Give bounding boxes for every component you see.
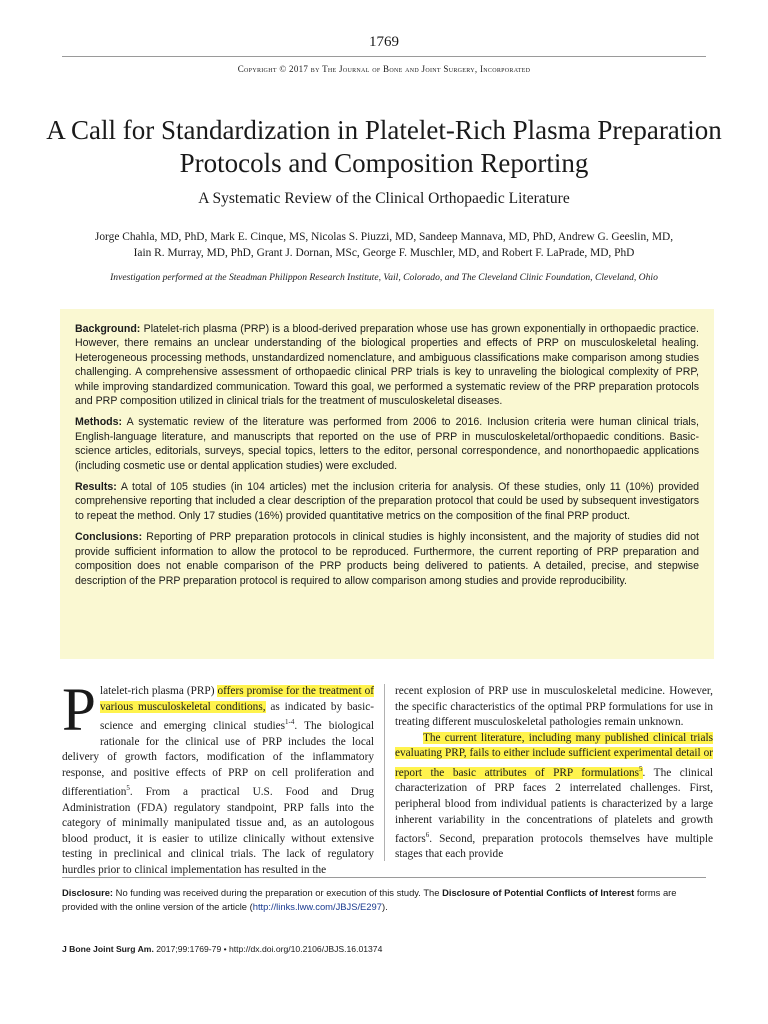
supplement-link[interactable]: http://links.lww.com/JBJS/E297 xyxy=(252,901,382,912)
footer-rule xyxy=(62,877,706,878)
body-column-left xyxy=(62,677,374,879)
abstract-box xyxy=(60,309,714,659)
background-label: Background: xyxy=(75,323,141,335)
body-paragraph: recent explosion of PRP use in musculoskeletal medicine. However, the specific characteristics of the optimal PRP formulations for use in treating different musculoskeletal pathologies remain unknown. xyxy=(395,685,713,729)
article-subtitle: A Systematic Review of the Clinical Orthopaedic Literature xyxy=(198,190,570,207)
article-title: A Call for Standardization in Platelet-Rich Plasma Preparation Protocols and Composition Reporting xyxy=(46,115,722,178)
body-column-right xyxy=(395,684,713,863)
citation-ref: 5 xyxy=(639,764,643,773)
highlighted-text: offers promise for the treatment of various musculoskeletal conditions, xyxy=(99,685,374,713)
methods-text: A systematic review of the literature was performed from 2006 to 2016. Inclusion criteria were human clinical trials, English-language literature, and manuscripts that reported on the use of PRP in musculoskeletal/orthopaedic conditions. Basic-science articles, editorials, surveys, special topics, letters to the editor, personal correspondence, and nonorthopaedic applications (including cosmetic use or dental application studies) were excluded. xyxy=(75,416,699,472)
abstract-conclusions xyxy=(75,530,699,588)
disclosure-text: forms are provided with the online version of the article ( xyxy=(62,887,677,912)
abstract-methods xyxy=(75,415,699,473)
disclosure-note xyxy=(62,886,712,914)
disclosure-text: No funding was received during the preparation or execution of this study. The xyxy=(113,887,443,898)
copyright-line: Copyright © 2017 by The Journal of Bone and Joint Surgery, Incorporated xyxy=(237,64,531,74)
highlighted-text: The current literature, including many published clinical trials evaluating PRP, fails to either include sufficient experimental detail or report the basic attributes of PRP formulations$^5$ xyxy=(395,731,713,779)
body-text: . The clinical characterization of PRP faces 2 interrelated challenges. First, peripheral blood from individual patients is characterized by a large inherent variability in the concentrations of platelets and growth factors xyxy=(395,766,713,845)
results-text: A total of 105 studies (in 104 articles) met the inclusion criteria for analysis. Of these studies, only 11 (10%) provided comprehensive reporting that included a clear description of the preparation protocol that could be used by subsequent investigators to repeat the method. Only 17 studies (16%) provided quantitative metrics on the composition of the final PRP product. xyxy=(75,481,700,522)
conclusions-label: Conclusions: xyxy=(75,531,143,544)
authors-line-1: Jorge Chahla, MD, PhD, Mark E. Cinque, MS, Nicolas S. Piuzzi, MD, Sandeep Mannava, MD, PhD, Andrew G. Geeslin, MD, xyxy=(94,231,674,243)
journal-citation xyxy=(62,944,382,954)
background-text: Platelet-rich plasma (PRP) is a blood-derived preparation whose use has grown exponentially in orthopaedic practice. However, there remains an unclear understanding of the biological properties and effects of PRP on musculoskeletal healing. Heterogeneous processing methods, unstandardized nomenclature, and ambiguous classifications make comparison among studies challenging. A comprehensive assessment of orthopaedic clinical PRP trials is key to unraveling the biological complexity of PRP, while improving standardized communication. Toward this goal, we performed a systematic review of the PRP preparation protocols and PRP composition utilized in clinical trials for the treatment of musculoskeletal diseases. xyxy=(75,323,699,408)
citation-ref: 5 xyxy=(126,784,130,793)
citation-ref: 6 xyxy=(425,831,430,840)
column-divider xyxy=(384,684,385,861)
body-text: . Second, preparation protocols themselves have multiple stages that each provide xyxy=(395,832,713,861)
disclosure-bold-text: Disclosure of Potential Conflicts of Interest xyxy=(442,887,635,898)
author-list xyxy=(40,229,728,261)
conclusions-text: Reporting of PRP preparation protocols in clinical studies is highly inconsistent, and the majority of studies did not provide sufficient information to allow the protocol to be reproduced. Furthermore, the current reporting of PRP preparation and composition does not enable comparison of the PRP products being delivered to patients. A detailed, precise, and stepwise description of the PRP preparation protocol is required to allow comparison among studies and provide reproducibility. xyxy=(75,531,699,587)
disclosure-label: Disclosure: xyxy=(62,887,114,898)
methods-label: Methods: xyxy=(75,416,123,429)
header-rule xyxy=(62,56,706,57)
abstract-results xyxy=(75,480,699,523)
body-text: . From a practical U.S. Food and Drug Administration (FDA) regulatory standpoint, PRP falls into the category of minimally manipulated tissue and, as an autologous blood product, it is easier to utilize clinically without extensive testing in preclinical and clinical trials. The lack of regulatory hurdles prior to clinical implementation has resulted in the xyxy=(62,786,374,877)
disclosure-text: ). xyxy=(381,901,388,912)
authors-line-2: Iain R. Murray, MD, PhD, Grant J. Dornan, MSc, George F. Muschler, MD, and Robert F. LaPrade, MD, PhD xyxy=(133,247,635,259)
citation-details: 2017;99:1769-79 • http://dx.doi.org/10.2106/JBJS.16.01374 xyxy=(153,944,383,954)
institution-note: Investigation performed at the Steadman Philippon Research Institute, Vail, Colorado, and The Cleveland Clinic Foundation, Cleveland, Ohio xyxy=(110,272,658,283)
journal-name: J Bone Joint Surg Am. xyxy=(62,944,154,954)
body-text: as indicated by basic-science and emerging clinical studies xyxy=(99,700,374,732)
body-text: latelet-rich plasma (PRP) xyxy=(99,685,218,697)
citation-ref: 1-4 xyxy=(285,718,295,727)
abstract-background xyxy=(75,322,699,408)
page-number: 1769 xyxy=(369,34,399,50)
body-paragraph xyxy=(395,731,713,863)
drop-cap: P xyxy=(62,677,96,744)
body-text: . The biological rationale for the clinical use of PRP includes the local delivery of growth factors, modification of the inflammatory response, and positive effects of PRP on cell proliferation and differentiation xyxy=(62,719,374,799)
results-label: Results: xyxy=(75,481,117,494)
